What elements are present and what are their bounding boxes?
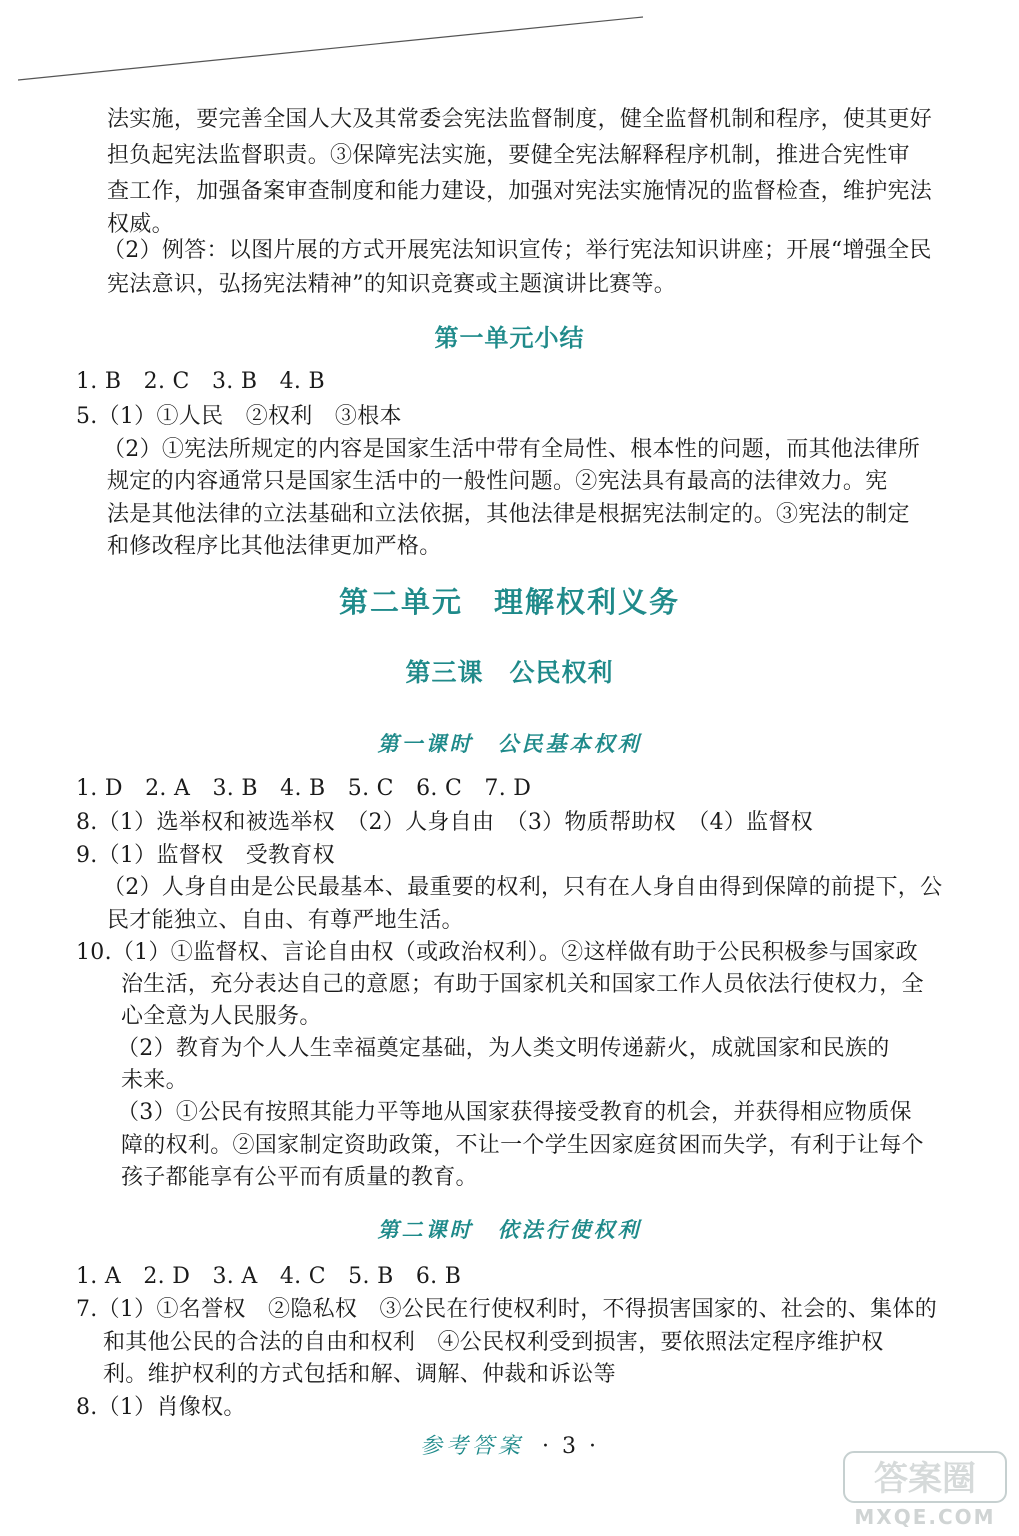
answer-line: 未来。 — [121, 1068, 188, 1093]
answer-line: 心全意为人民服务。 — [121, 1004, 322, 1029]
answer-line: （2）人身自由是公民最基本、最重要的权利，只有在人身自由得到保障的前提下，公 — [103, 875, 943, 900]
answer-line: 1. A 2. D 3. A 4. C 5. B 6. B — [76, 1264, 462, 1289]
answer-line: 8.（1）肖像权。 — [76, 1395, 246, 1420]
answer-line: 规定的内容通常只是国家生活中的一般性问题。②宪法具有最高的法律效力。宪 — [107, 469, 888, 494]
answer-line: 5.（1）①人民 ②权利 ③根本 — [76, 404, 402, 429]
period-title: 第二课时 依法行使权利 — [377, 1217, 642, 1242]
answer-line: 障的权利。②国家制定资助政策，不让一个学生因家庭贫困而失学，有利于让每个 — [121, 1133, 924, 1158]
svg-text:答案圈: 答案圈 — [874, 1459, 976, 1499]
answer-line: 1. B 2. C 3. B 4. B — [76, 369, 325, 394]
answer-line: 利。维护权利的方式包括和解、调解、仲裁和诉讼等 — [103, 1362, 616, 1387]
svg-text:MXQE.COM: MXQE.COM — [854, 1505, 996, 1529]
text-line: 担负起宪法监督职责。③保障宪法实施，要健全宪法解释程序机制，推进合宪性审 — [107, 143, 910, 168]
answer-line: 8.（1）选举权和被选举权 （2）人身自由 （3）物质帮助权 （4）监督权 — [76, 810, 814, 835]
text-line: 法实施，要完善全国人大及其常委会宪法监督制度，健全监督机制和程序，使其更好 — [107, 107, 933, 132]
footer-label: 参考答案 — [420, 1434, 525, 1459]
answer-line: 和修改程序比其他法律更加严格。 — [107, 534, 442, 559]
answer-line: 民才能独立、自由、有尊严地生活。 — [107, 908, 464, 933]
period-title: 第一课时 公民基本权利 — [377, 731, 642, 756]
text-line: 宪法意识，弘扬宪法精神”的知识竞赛或主题演讲比赛等。 — [107, 272, 677, 297]
answer-line: 7.（1）①名誉权 ②隐私权 ③公民在行使权利时，不得损害国家的、社会的、集体的 — [76, 1297, 937, 1322]
section-heading-unit1-summary: 第一单元小结 — [434, 323, 585, 352]
header-rule-line — [18, 14, 648, 84]
answer-line: 和其他公民的合法的自由和权利 ④公民权利受到损害，要依照法定程序维护权 — [103, 1330, 884, 1355]
unit-title: 第二单元 理解权利义务 — [338, 585, 680, 619]
answer-line: 10.（1）①监督权、言论自由权（或政治权利）。②这样做有助于公民积极参与国家政 — [76, 940, 918, 965]
text-line: 权威。 — [107, 212, 174, 237]
answer-line: （2）教育为个人人生幸福奠定基础，为人类文明传递薪火，成就国家和民族的 — [117, 1036, 890, 1061]
text-line: 查工作，加强备案审查制度和能力建设，加强对宪法实施情况的监督检查，维护宪法 — [107, 179, 933, 204]
page-number: · 3 · — [542, 1434, 599, 1459]
answer-line: 法是其他法律的立法基础和立法依据，其他法律是根据宪法制定的。③宪法的制定 — [107, 502, 910, 527]
answer-line: 治生活，充分表达自己的意愿；有助于国家机关和国家工作人员依法行使权力，全 — [121, 972, 924, 997]
answer-line: （2）①宪法所规定的内容是国家生活中带有全局性、根本性的问题，而其他法律所 — [103, 437, 921, 462]
watermark-logo — [842, 1448, 1012, 1532]
answer-line: （3）①公民有按照其能力平等地从国家获得接受教育的机会，并获得相应物质保 — [117, 1100, 912, 1125]
answer-line: 孩子都能享有公平而有质量的教育。 — [121, 1165, 478, 1190]
answer-line: 1. D 2. A 3. B 4. B 5. C 6. C 7. D — [76, 776, 532, 801]
lesson-title: 第三课 公民权利 — [405, 658, 614, 687]
answer-line: 9.（1）监督权 受教育权 — [76, 843, 335, 868]
text-line: （2）例答：以图片展的方式开展宪法知识宣传；举行宪法知识讲座；开展“增强全民 — [103, 238, 932, 263]
